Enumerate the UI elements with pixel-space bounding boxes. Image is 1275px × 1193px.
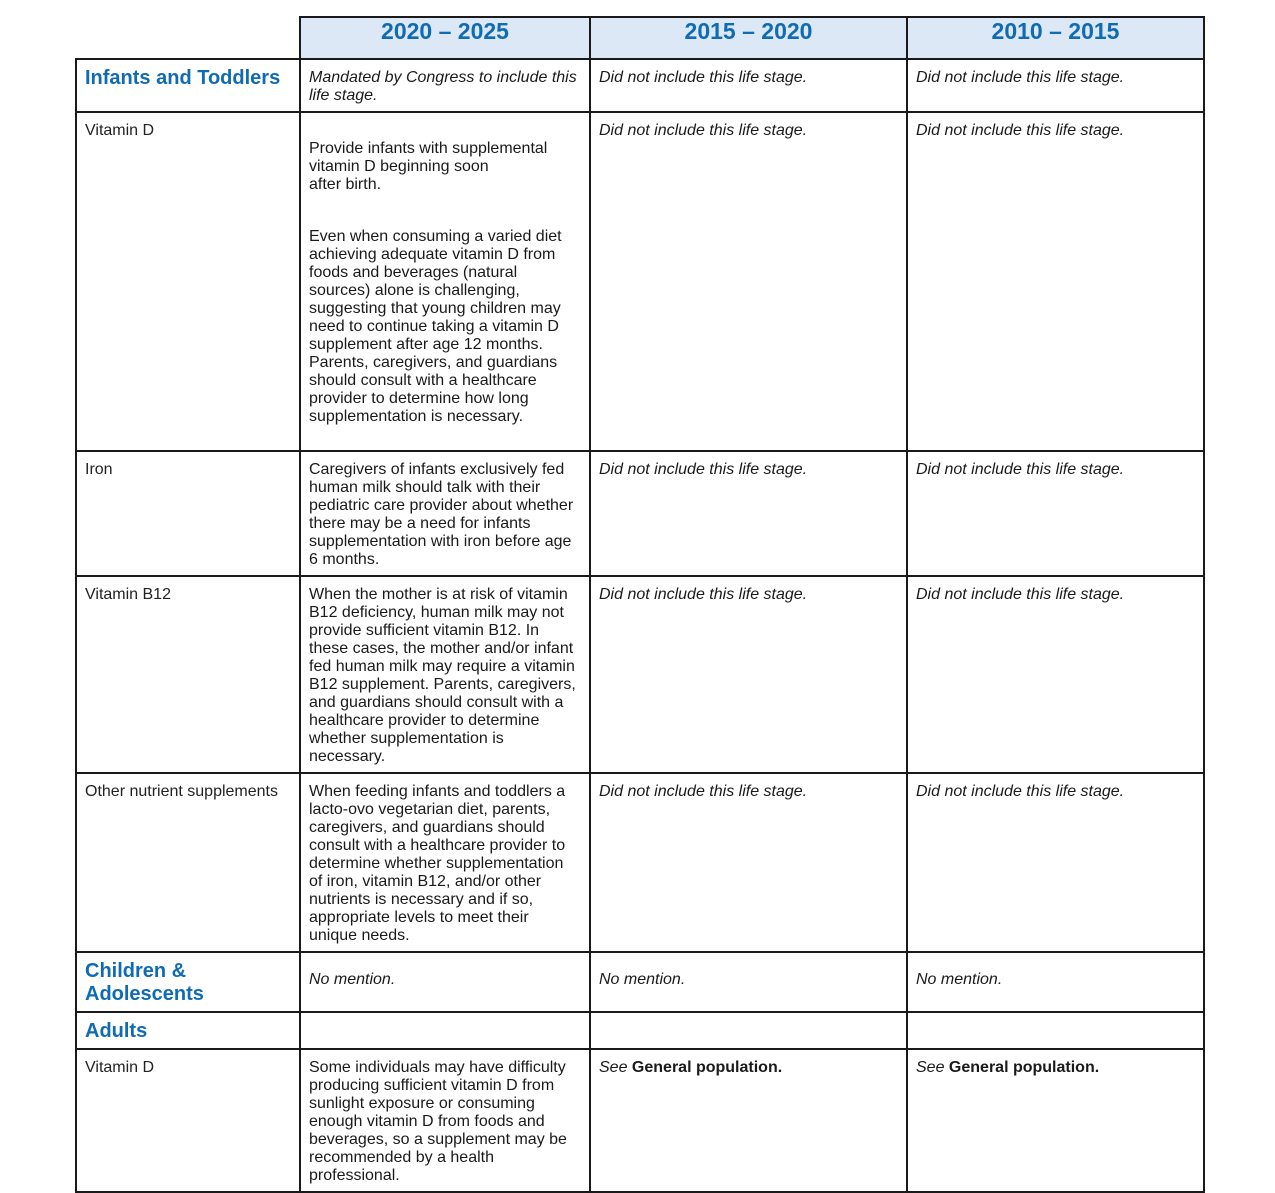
cell-2010-empty [907, 1012, 1204, 1049]
row-label-cell [76, 1049, 300, 1192]
cell-2015 [590, 112, 907, 451]
section-label: Children & Adolescents [85, 960, 204, 1005]
row-label: Vitamin D [85, 1059, 155, 1076]
row-label: Iron [85, 461, 113, 478]
cell-text: No mention. [916, 971, 1003, 988]
cell-text: Caregivers of infants exclusively fed human milk should talk with their pediatric care provider about whether there may be a need for infants supplementation with iron before age 6 months. [309, 461, 574, 568]
table-row-vitamin-d-infants [76, 112, 1204, 451]
row-label-cell [76, 112, 300, 451]
cell-2020 [300, 59, 590, 112]
cell-text [908, 1050, 1203, 1083]
section-label-cell [76, 952, 300, 1012]
cell-text [301, 113, 589, 450]
cell-2015 [590, 1049, 907, 1192]
cross-reference: General population. [948, 1059, 1100, 1076]
cell-text: Some individuals may have difficulty producing sufficient vitamin D from sunlight exposure or consuming enough vitamin D from foods and beverages, so a supplement may be recommended by a health professional. [309, 1059, 567, 1184]
cell-text: Did not include this life stage. [916, 586, 1125, 603]
cell-text: Did not include this life stage. [916, 69, 1125, 86]
section-label-cell [76, 59, 300, 112]
cell-text [591, 1050, 906, 1083]
cell-text: Did not include this life stage. [599, 586, 808, 603]
see-prefix: See [916, 1059, 945, 1076]
row-label-cell [76, 773, 300, 952]
comparison-table [75, 16, 1205, 1193]
cell-2020-empty [300, 1012, 590, 1049]
column-header-2010-2015: 2010 – 2015 [907, 17, 1204, 59]
cell-text: When the mother is at risk of vitamin B12 deficiency, human milk may not provide sufficient vitamin B12. In these cases, the mother and/or infant fed human milk may require a vitamin B12 supplement. Parents, caregivers, and guardians should consult with a healthcare provider to determine whether supplementation is necessary. [309, 586, 576, 765]
cell-2010 [907, 952, 1204, 1012]
cell-2020 [300, 451, 590, 576]
cell-text: Did not include this life stage. [599, 461, 808, 478]
cell-text: Did not include this life stage. [916, 783, 1125, 800]
cell-2015 [590, 952, 907, 1012]
cell-2010 [907, 773, 1204, 952]
cell-text: Did not include this life stage. [916, 461, 1125, 478]
section-label-cell [76, 1012, 300, 1049]
table-row-vitamin-b12 [76, 576, 1204, 773]
table-row-iron [76, 451, 1204, 576]
cell-text: Mandated by Congress to include this life stage. [309, 69, 577, 104]
column-header-2015-2020: 2015 – 2020 [590, 17, 907, 59]
cell-2020 [300, 576, 590, 773]
paragraph: Even when consuming a varied diet achieving adequate vitamin D from foods and beverages (natural sources) alone is challenging, suggesting that young children may need to continue taking a vitamin D supplement after age 12 months. Parents, caregivers, and guardians should consult with a healthcare provider to determine how long supplementation is necessary. [309, 228, 562, 425]
cell-text: No mention. [599, 971, 686, 988]
table-row-adults [76, 1012, 1204, 1049]
cell-2015-empty [590, 1012, 907, 1049]
cell-2010 [907, 1049, 1204, 1192]
cell-2020 [300, 1049, 590, 1192]
cell-text: No mention. [309, 971, 396, 988]
section-label: Adults [85, 1020, 148, 1042]
cell-2020 [300, 773, 590, 952]
cell-2010 [907, 112, 1204, 451]
table-row-children-and-adolescents [76, 952, 1204, 1012]
row-label: Vitamin B12 [85, 586, 171, 603]
see-prefix: See [599, 1059, 628, 1076]
table-row-other-nutrient-supplements [76, 773, 1204, 952]
table-row-vitamin-d-adults [76, 1049, 1204, 1192]
row-label-cell [76, 576, 300, 773]
header-row [76, 17, 1204, 59]
cell-2010 [907, 59, 1204, 112]
row-label: Vitamin D [85, 122, 155, 139]
cell-text: When feeding infants and toddlers a lacto-ovo vegetarian diet, parents, caregivers, and guardians should consult with a healthcare provider to determine whether supplementation of iron, vitamin B12, and/or other nutrients is necessary and if so, appropriate levels to meet their unique needs. [309, 783, 566, 944]
section-label: Infants and Toddlers [85, 67, 281, 89]
cell-2010 [907, 576, 1204, 773]
row-label-cell [76, 451, 300, 576]
column-header-2020-2025: 2020 – 2025 [300, 17, 590, 59]
cell-text: Did not include this life stage. [599, 69, 808, 86]
cell-text: Did not include this life stage. [599, 122, 808, 139]
cell-2010 [907, 451, 1204, 576]
cell-2015 [590, 59, 907, 112]
header-corner [76, 17, 300, 59]
cell-text: Did not include this life stage. [599, 783, 808, 800]
cell-2015 [590, 451, 907, 576]
cell-text: Did not include this life stage. [916, 122, 1125, 139]
cell-2020 [300, 952, 590, 1012]
cell-2015 [590, 576, 907, 773]
cell-2020 [300, 112, 590, 451]
cell-2015 [590, 773, 907, 952]
cross-reference: General population. [631, 1059, 783, 1076]
table-row-infants-and-toddlers [76, 59, 1204, 112]
row-label: Other nutrient supplements [85, 783, 278, 800]
paragraph: Provide infants with supplemental vitamin D beginning soon after birth. [309, 140, 548, 193]
